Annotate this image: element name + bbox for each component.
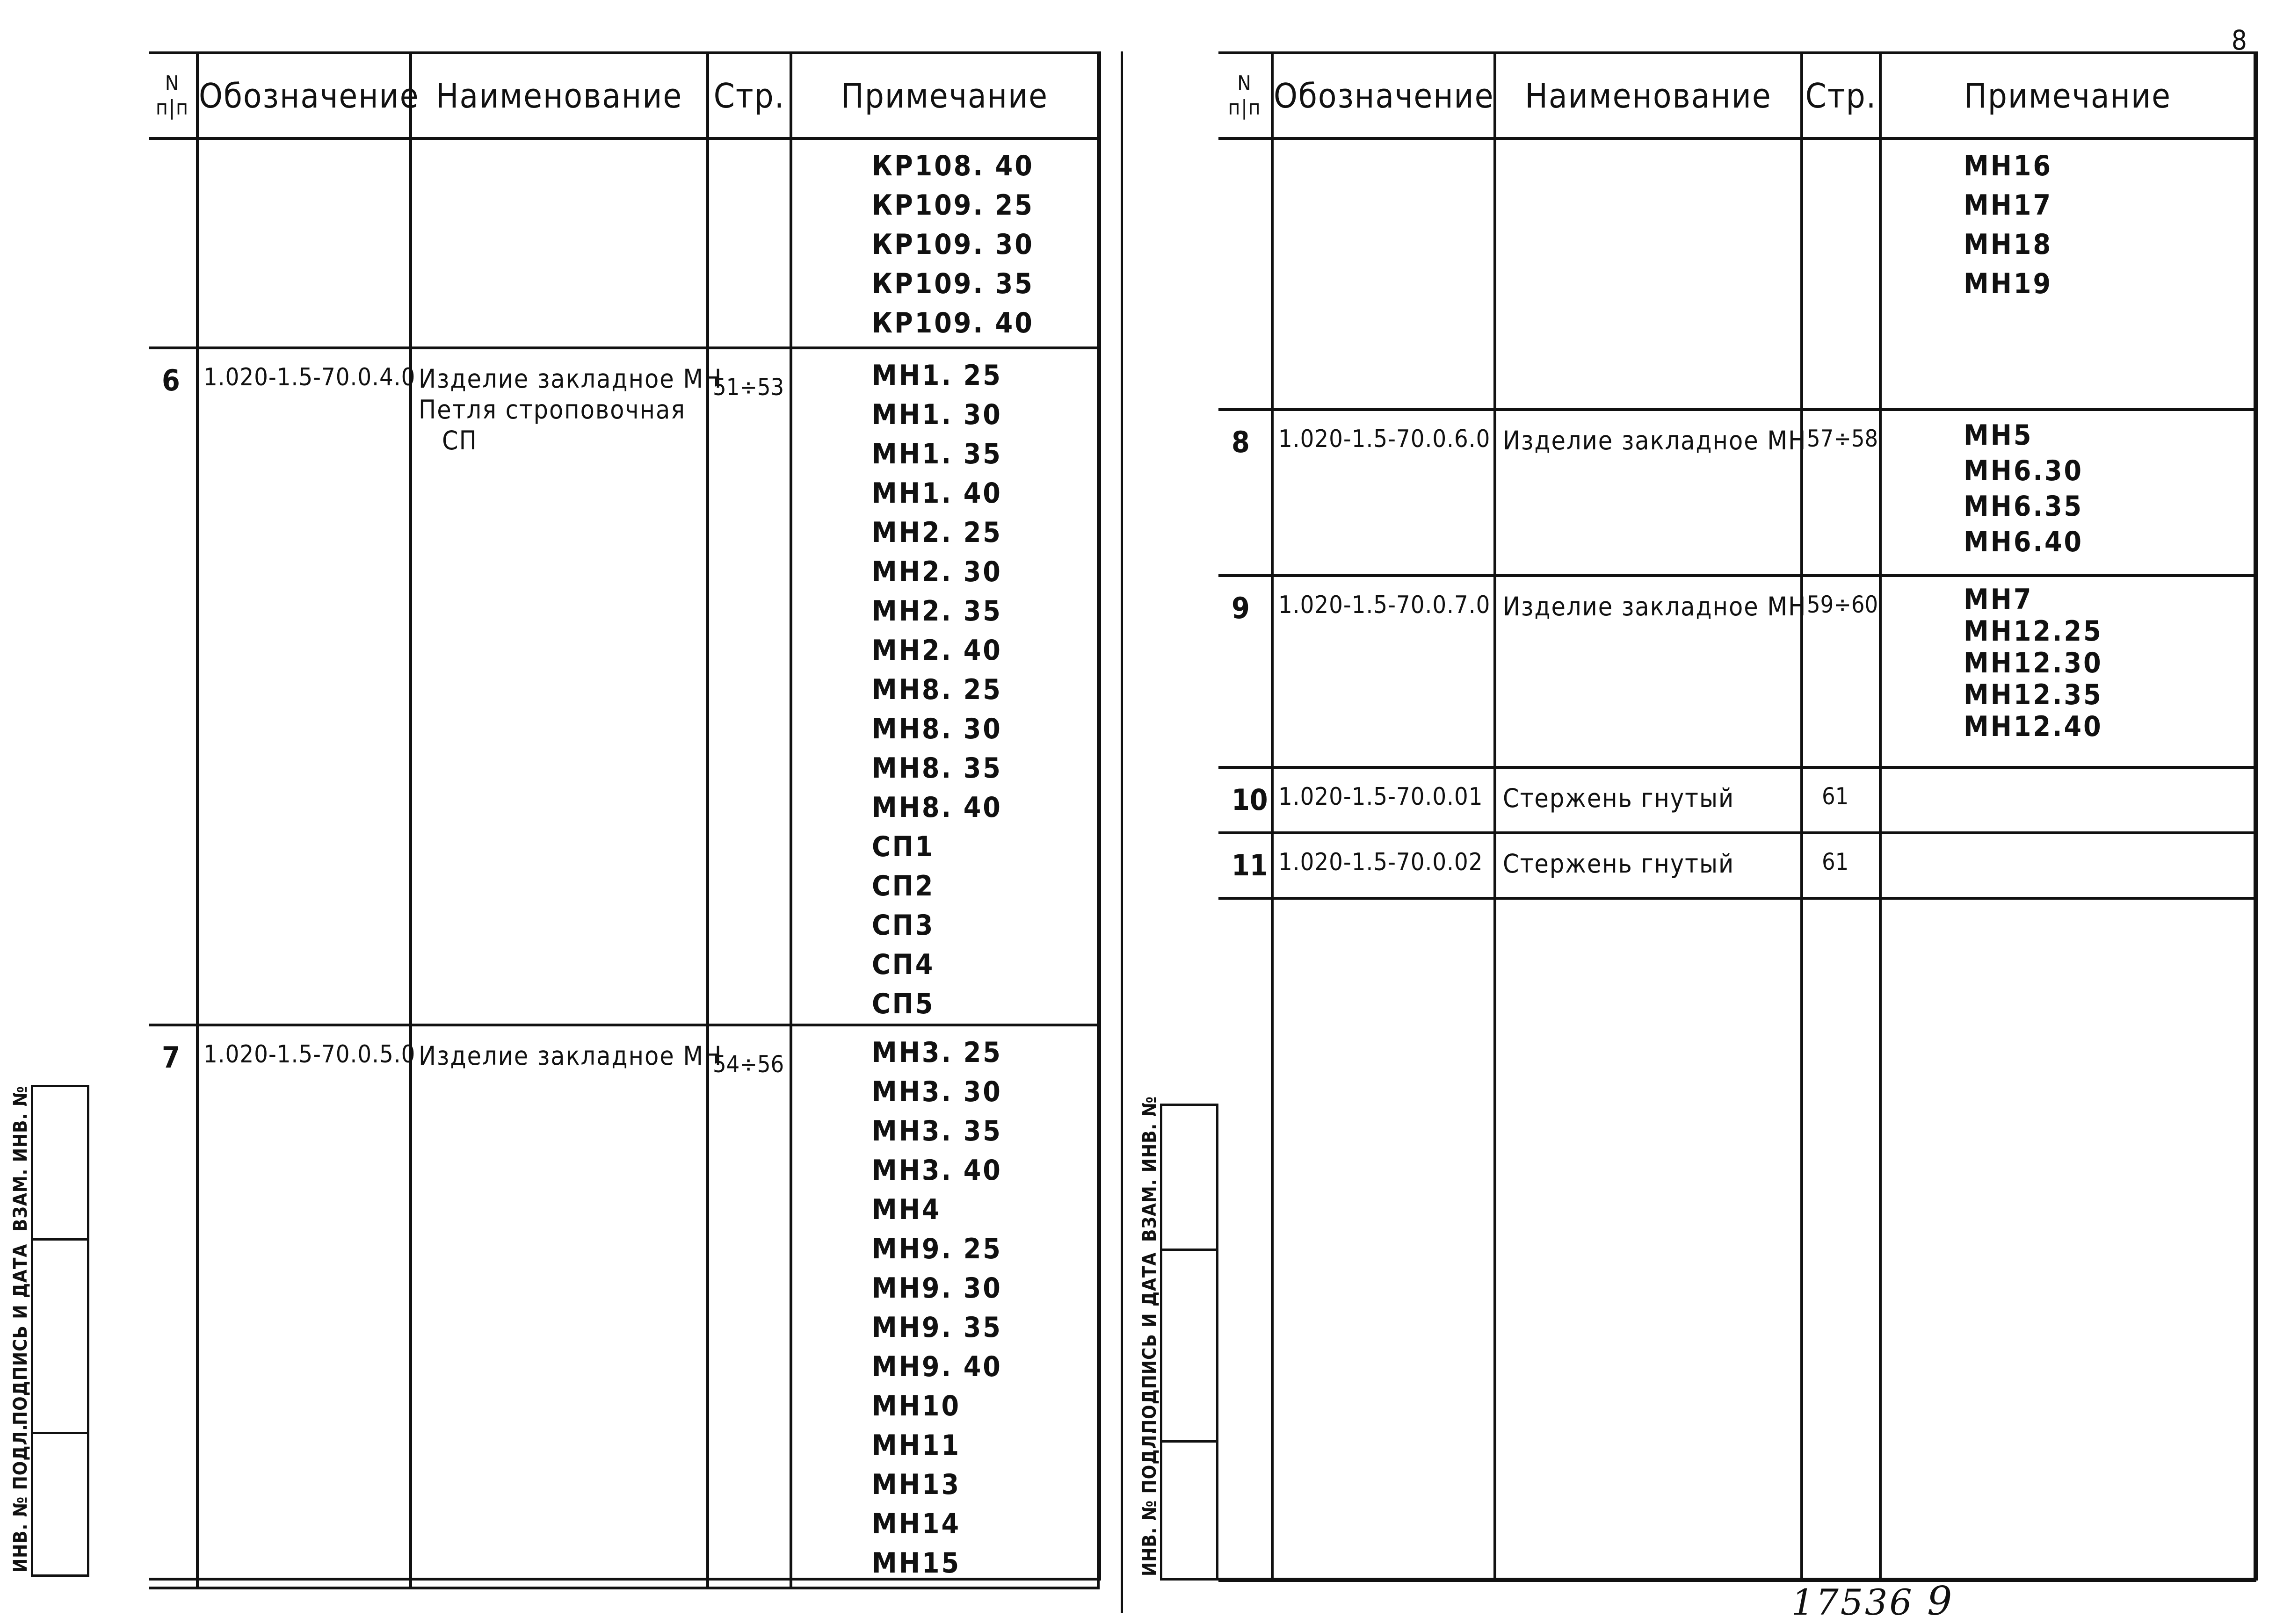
stamp-inv-podl-label: ИНВ. № ПОДЛ.	[10, 1424, 31, 1573]
footer-doc-number: 17536	[1791, 1581, 1914, 1623]
right-sheet	[1218, 51, 2258, 1581]
row-name-cell	[1495, 898, 1802, 1581]
col-page-header: Стр.	[708, 54, 791, 138]
row-page-cell: 61	[1802, 833, 1880, 898]
row-num-cell: 9	[1218, 576, 1272, 767]
row-code-cell: 1.020-1.5-70.0.01	[1272, 767, 1495, 833]
right-row-9	[1218, 576, 2255, 767]
note-item: МН18	[1964, 228, 2053, 261]
row-page-cell: 57÷58	[1802, 410, 1880, 576]
note-item: МН9. 30	[872, 1272, 1002, 1305]
row-notes-cell	[791, 138, 1098, 348]
note-item: МН2. 25	[872, 516, 1002, 549]
note-item: СП4	[872, 948, 935, 981]
left-row-continuation	[149, 138, 1098, 348]
page-number: 8	[2231, 24, 2247, 56]
note-item: МН1. 40	[872, 477, 1002, 510]
row-num-cell: 6	[149, 348, 197, 1025]
note-item: МН12.30	[1964, 647, 2103, 679]
stamp-podpis-cell	[1139, 1251, 1216, 1443]
col-page-header: Стр.	[1802, 54, 1880, 138]
row-notes-cell	[1880, 767, 2255, 833]
row-notes-cell	[1880, 898, 2255, 1581]
notes-list	[1882, 411, 2254, 560]
row-code-cell	[1272, 138, 1495, 410]
row-page-cell	[708, 138, 791, 348]
right-row-empty	[1218, 898, 2255, 1581]
note-item: СП2	[872, 870, 935, 902]
stamp-inv-podl-cell	[10, 1424, 87, 1579]
col-designation-header: Обозначение	[197, 54, 411, 138]
row-code-cell	[197, 138, 411, 348]
note-item: МН3. 40	[872, 1154, 1002, 1187]
row-code-cell: 1.020-1.5-70.0.6.0	[1272, 410, 1495, 576]
stamp-podpis-cell	[10, 1241, 87, 1434]
row-notes-cell	[791, 1025, 1098, 1588]
note-item: МН14	[872, 1508, 961, 1540]
stamp-podpis-label: ПОДПИСЬ И ДАТА	[1139, 1252, 1160, 1434]
note-item: МН12.40	[1964, 710, 2103, 743]
row-num-cell: 7	[149, 1025, 197, 1588]
note-item: КР109. 35	[872, 267, 1034, 300]
row-notes-cell	[1880, 833, 2255, 898]
note-item: МН13	[872, 1468, 961, 1501]
row-num-cell	[149, 138, 197, 348]
row-name-cell: Изделие закладное МН Петля строповочная СП	[411, 348, 708, 1025]
note-item: МН2. 40	[872, 634, 1002, 667]
row-name-cell: Стержень гнутый	[1495, 833, 1802, 898]
row-num-cell: 10	[1218, 767, 1272, 833]
row-name-cell: Изделие закладное МН	[1495, 576, 1802, 767]
row-name-cell: Изделие закладное МН	[1495, 410, 1802, 576]
note-item: МН8. 40	[872, 791, 1002, 824]
row-page-cell: 59÷60	[1802, 576, 1880, 767]
note-item: СП5	[872, 988, 935, 1020]
right-header-row	[1218, 54, 2255, 138]
col-npp-header: N п|п	[149, 54, 197, 138]
note-item: МН2. 30	[872, 556, 1002, 588]
row-page-cell: 51÷53	[708, 348, 791, 1025]
note-item: МН9. 35	[872, 1311, 1002, 1344]
note-item: МН1. 35	[872, 438, 1002, 470]
note-item: КР109. 25	[872, 189, 1034, 222]
row-code-cell: 1.020-1.5-70.0.02	[1272, 833, 1495, 898]
row-code-cell: 1.020-1.5-70.0.5.0	[197, 1025, 411, 1588]
note-item: СП1	[872, 830, 935, 863]
row-name-cell	[1495, 138, 1802, 410]
note-item: МН5	[1964, 419, 2033, 452]
page-divider	[1121, 51, 1123, 1613]
note-item: МН19	[1964, 267, 2053, 300]
note-item: КР108. 40	[872, 150, 1034, 182]
row-notes-cell	[1880, 138, 2255, 410]
stamp-inv-zam-cell	[10, 1086, 87, 1241]
note-item: МН6.35	[1964, 490, 2084, 523]
note-item: МН9. 40	[872, 1350, 1002, 1383]
right-row-10	[1218, 767, 2255, 833]
row-page-cell	[1802, 138, 1880, 410]
right-margin-stamp	[1139, 1096, 1218, 1581]
left-row-6	[149, 348, 1098, 1025]
note-item: МН15	[872, 1547, 961, 1580]
note-item: МН2. 35	[872, 595, 1002, 628]
left-spec-table	[149, 54, 1100, 1589]
row-notes-cell	[1880, 410, 2255, 576]
row-code-cell: 1.020-1.5-70.0.7.0	[1272, 576, 1495, 767]
row-num-cell: 8	[1218, 410, 1272, 576]
row-name-cell: Изделие закладное МН	[411, 1025, 708, 1588]
note-item: МН1. 25	[872, 359, 1002, 392]
note-item: МН12.35	[1964, 678, 2103, 711]
note-item: МН3. 35	[872, 1115, 1002, 1148]
row-page-cell: 54÷56	[708, 1025, 791, 1588]
row-code-cell: 1.020-1.5-70.0.4.0	[197, 348, 411, 1025]
note-item: МН9. 25	[872, 1233, 1002, 1265]
row-num-cell: 11	[1218, 833, 1272, 898]
row-page-cell	[1802, 898, 1880, 1581]
stamp-inv-podl-label: ИНВ. № ПОДЛ.	[1139, 1428, 1160, 1576]
note-item: МН8. 30	[872, 713, 1002, 745]
footer-sheet-number: 9	[1927, 1578, 1952, 1624]
row-notes-cell	[1880, 576, 2255, 767]
row-name-cell: Стержень гнутый	[1495, 767, 1802, 833]
row-num-cell	[1218, 138, 1272, 410]
note-item: МН16	[1964, 150, 2053, 182]
stamp-inv-zam-label: ВЗАМ. ИНВ. №	[10, 1086, 31, 1232]
note-item: МН6.40	[1964, 526, 2084, 558]
note-item: КР109. 40	[872, 307, 1034, 339]
note-item: СП3	[872, 909, 935, 942]
col-designation-header: Обозначение	[1272, 54, 1495, 138]
left-sheet	[149, 51, 1101, 1581]
right-row-11	[1218, 833, 2255, 898]
col-notes-header: Примечание	[1880, 54, 2255, 138]
stamp-inv-zam-label: ВЗАМ. ИНВ. №	[1139, 1096, 1160, 1242]
notes-list	[1882, 577, 2254, 743]
note-item: МН11	[872, 1429, 961, 1462]
note-item: МН3. 30	[872, 1075, 1002, 1108]
note-item: МН6.30	[1964, 455, 2084, 487]
notes-list	[1882, 140, 2254, 303]
right-row-continuation	[1218, 138, 2255, 410]
row-code-cell	[1272, 898, 1495, 1581]
col-name-header: Наименование	[411, 54, 708, 138]
col-notes-header: Примечание	[791, 54, 1098, 138]
row-page-cell: 61	[1802, 767, 1880, 833]
note-item: МН10	[872, 1390, 961, 1422]
row-notes-cell	[791, 348, 1098, 1025]
note-item: МН8. 35	[872, 752, 1002, 785]
note-item: КР109. 30	[872, 228, 1034, 261]
notes-list	[792, 1026, 1097, 1583]
note-item: МН4	[872, 1193, 942, 1226]
row-name-cell	[411, 138, 708, 348]
stamp-inv-zam-cell	[1139, 1096, 1216, 1251]
stamp-podpis-label: ПОДПИСЬ И ДАТА	[10, 1243, 31, 1425]
right-spec-table	[1218, 54, 2256, 1582]
note-item: МН1. 30	[872, 398, 1002, 431]
stamp-inv-podl-cell	[1139, 1428, 1216, 1583]
note-item: МН12.25	[1964, 615, 2103, 648]
left-margin-stamp	[10, 1085, 89, 1577]
left-row-7	[149, 1025, 1098, 1588]
row-num-cell	[1218, 898, 1272, 1581]
col-name-header: Наименование	[1495, 54, 1802, 138]
notes-list	[792, 349, 1097, 1024]
left-header-row	[149, 54, 1098, 138]
right-row-8	[1218, 410, 2255, 576]
notes-list	[792, 140, 1097, 343]
note-item: МН7	[1964, 583, 2033, 616]
note-item: МН17	[1964, 189, 2053, 222]
note-item: МН3. 25	[872, 1036, 1002, 1069]
col-npp-header: N п|п	[1218, 54, 1272, 138]
note-item: МН8. 25	[872, 673, 1002, 706]
